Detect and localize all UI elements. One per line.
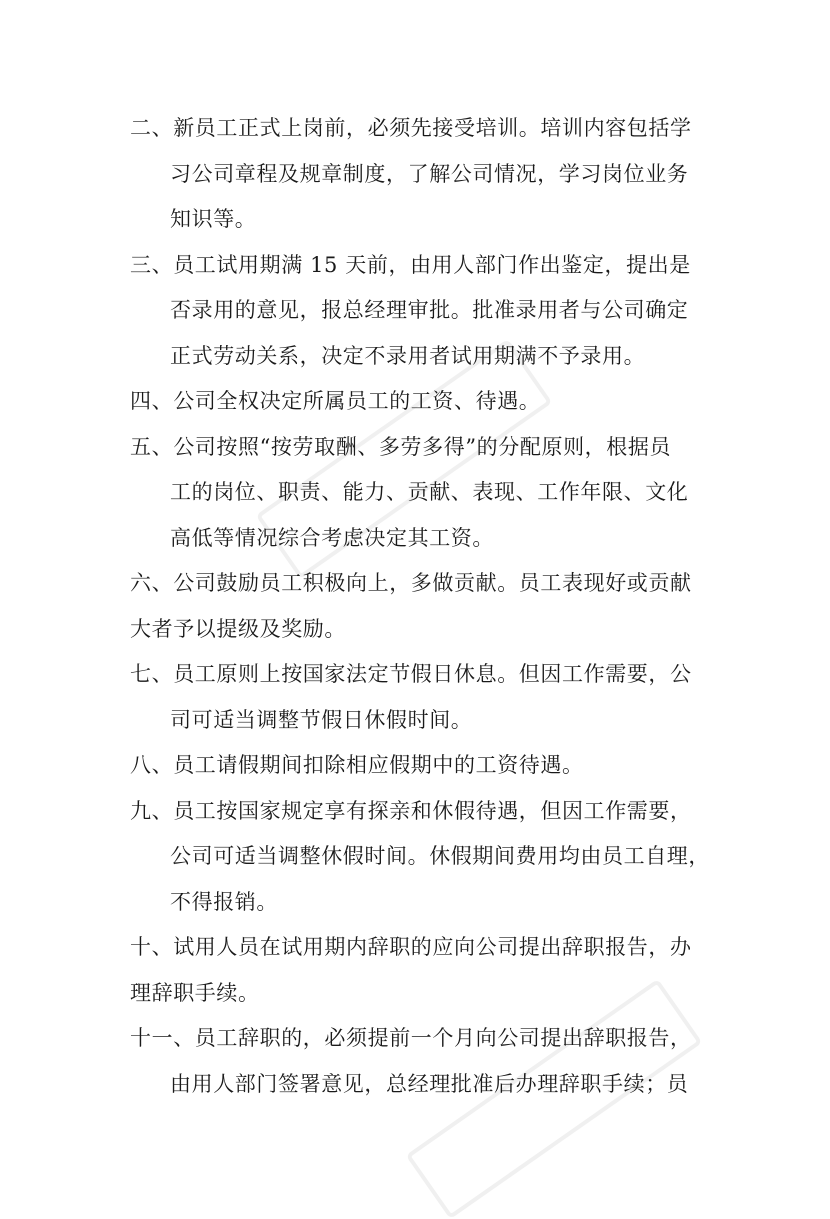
clause-line: 理辞职手续。 <box>130 980 260 1005</box>
clause-paragraph <box>130 925 720 1016</box>
clause-line: 否录用的意见，报总经理审批。批准录用者与公司确定 <box>170 298 689 322</box>
clause-paragraph <box>130 106 720 243</box>
clause-paragraph <box>130 425 720 562</box>
clause-line: 不得报销。 <box>170 889 278 914</box>
clause-paragraph <box>130 789 720 926</box>
clause-line: 四、公司全权决定所属员工的工资、待遇。 <box>130 389 541 413</box>
clause-line: 高低等情况综合考虑决定其工资。 <box>170 525 494 550</box>
clause-line: 工的岗位、职责、能力、贡献、表现、工作年限、文化 <box>170 480 689 504</box>
clause-paragraph <box>130 743 720 789</box>
clause-line: 由用人部门签署意见，总经理批准后办理辞职手续；员 <box>170 1071 689 1096</box>
clause-paragraph <box>130 561 720 652</box>
clause-line: 十一、员工辞职的，必须提前一个月向公司提出辞职报告， <box>130 1026 692 1050</box>
clause-line: 习公司章程及规章制度，了解公司情况，学习岗位业务 <box>170 161 689 186</box>
document-body <box>130 106 720 1107</box>
clause-line: 九、员工按国家规定享有探亲和休假待遇，但因工作需要， <box>130 798 692 823</box>
clause-paragraph <box>130 652 720 743</box>
clause-line: 知识等。 <box>170 207 257 231</box>
clause-line: 三、员工试用期满 15 天前，由用人部门作出鉴定，提出是 <box>130 252 691 277</box>
clause-paragraph <box>130 243 720 380</box>
clause-line: 大者予以提级及奖励。 <box>130 616 346 641</box>
clause-line: 正式劳动关系，决定不录用者试用期满不予录用。 <box>170 343 646 368</box>
clause-line: 六、公司鼓励员工积极向上，多做贡献。员工表现好或贡献 <box>130 571 692 595</box>
clause-paragraph <box>130 379 720 425</box>
clause-line: 七、员工原则上按国家法定节假日休息。但因工作需要，公 <box>130 662 692 686</box>
clause-paragraph <box>130 1016 720 1107</box>
clause-line: 十、试用人员在试用期内辞职的应向公司提出辞职报告，办 <box>130 935 692 959</box>
clause-line: 司可适当调整节假日休假时间。 <box>170 707 473 732</box>
clause-line: 八、员工请假期间扣除相应假期中的工资待遇。 <box>130 753 584 777</box>
clause-line: 二、新员工正式上岗前，必须先接受培训。培训内容包括学 <box>130 116 692 140</box>
clause-line: 公司可适当调整休假时间。休假期间费用均由员工自理， <box>170 844 710 868</box>
clause-line: 五、公司按照“按劳取酬、多劳多得”的分配原则，根据员 <box>130 434 672 459</box>
